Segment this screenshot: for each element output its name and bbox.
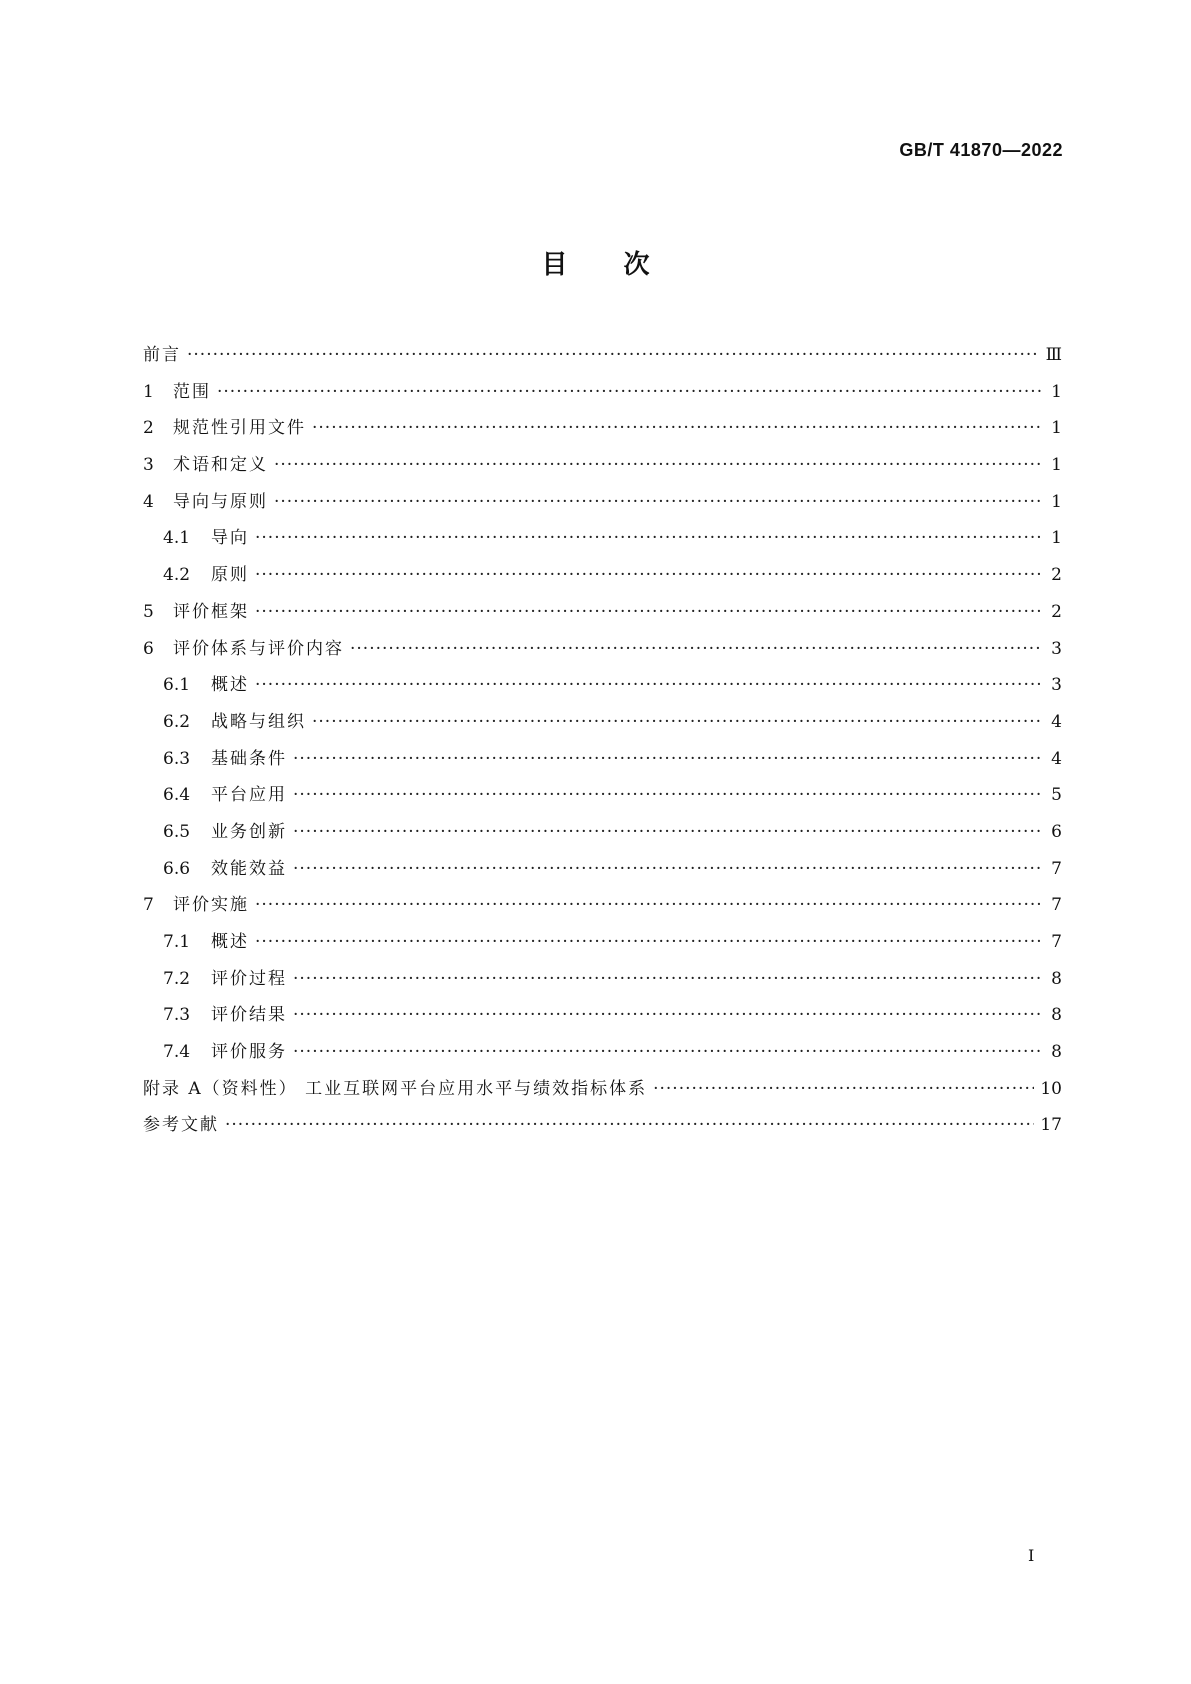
- toc-entry-number: 6.4: [163, 785, 191, 806]
- toc-entry-number: 6.3: [163, 748, 191, 769]
- toc-entry[interactable]: [143, 670, 1062, 707]
- toc-entry-page: 7: [1051, 858, 1062, 879]
- toc-entry-page: 6: [1051, 821, 1062, 842]
- dot-leader: [293, 749, 1042, 769]
- dot-leader: [255, 932, 1042, 952]
- toc-entry[interactable]: [143, 1000, 1062, 1037]
- toc-entry[interactable]: [143, 597, 1062, 634]
- dot-leader: [274, 492, 1042, 512]
- toc-entry-page: 4: [1051, 711, 1062, 732]
- toc-entry-number: 7: [143, 895, 154, 916]
- dot-leader: [293, 822, 1042, 842]
- toc-entry-number: 4: [143, 491, 154, 512]
- toc-entry[interactable]: [143, 964, 1062, 1001]
- toc-entry-label: 原则: [211, 565, 249, 586]
- title-char: 目: [541, 250, 568, 280]
- dot-leader: [255, 528, 1042, 548]
- toc-entry-label: 评价过程: [211, 968, 287, 989]
- toc-entry-page: 8: [1051, 1042, 1062, 1063]
- toc-entry-number: 4.1: [163, 528, 191, 549]
- toc-entry[interactable]: [143, 340, 1062, 377]
- toc-entry-page: 3: [1051, 675, 1062, 696]
- toc-entry-page: 3: [1051, 638, 1062, 659]
- toc-entry-label: 概述: [211, 932, 249, 952]
- dot-leader: [293, 785, 1042, 805]
- toc-entry-page: 1: [1051, 528, 1062, 549]
- toc-entry-label: 平台应用: [211, 785, 287, 806]
- toc-entry-page: 5: [1051, 785, 1062, 806]
- dot-leader: [293, 1042, 1042, 1062]
- dot-leader: [187, 345, 1040, 365]
- toc-entry-page: 10: [1040, 1078, 1062, 1099]
- dot-leader: [312, 418, 1042, 438]
- toc-entry-label: 基础条件: [211, 748, 287, 769]
- toc-entry-page: Ⅲ: [1045, 345, 1062, 365]
- toc-entry-label: 业务创新: [211, 821, 287, 842]
- toc-entry-page: 1: [1051, 491, 1062, 512]
- toc-entry-number: 7.3: [163, 1005, 191, 1026]
- toc-entry-label: 范围: [173, 381, 211, 402]
- dot-leader: [293, 859, 1042, 879]
- toc-entry[interactable]: [143, 634, 1062, 671]
- title-char: 次: [623, 250, 650, 280]
- toc-entry-label: 前言: [143, 345, 181, 365]
- toc-entry[interactable]: [143, 560, 1062, 597]
- toc-entry-number: 4.2: [163, 565, 191, 586]
- toc-entry-label: 导向与原则: [173, 491, 268, 512]
- toc-entry[interactable]: [143, 487, 1062, 524]
- toc-entry-label: 概述: [211, 675, 249, 696]
- dot-leader: [350, 639, 1042, 659]
- toc-entry-number: 6.1: [163, 675, 191, 696]
- toc-entry-label: 参考文献: [143, 1115, 219, 1136]
- dot-leader: [255, 895, 1042, 915]
- toc-entry-label: 战略与组织: [211, 711, 306, 732]
- toc-entry-page: 1: [1051, 455, 1062, 476]
- dot-leader: [312, 712, 1042, 732]
- toc-entry-label: 导向: [211, 528, 249, 549]
- toc-entry-number: 1: [143, 381, 154, 402]
- toc-entry[interactable]: [143, 1074, 1062, 1111]
- toc-entry-label: 术语和定义: [173, 455, 268, 476]
- toc-entry-number: 2: [143, 418, 154, 439]
- toc-entry[interactable]: [143, 707, 1062, 744]
- toc-entry[interactable]: [143, 817, 1062, 854]
- toc-entry-page: 4: [1051, 748, 1062, 769]
- toc-entry-page: 2: [1051, 601, 1062, 622]
- dot-leader: [255, 675, 1042, 695]
- toc-entry[interactable]: [143, 1110, 1062, 1147]
- toc-entry[interactable]: [143, 523, 1062, 560]
- toc-entry-label: 规范性引用文件: [173, 418, 306, 439]
- dot-leader: [293, 1005, 1042, 1025]
- page-title: [0, 244, 1191, 281]
- toc-entry-label: 评价实施: [173, 895, 249, 916]
- toc-entry-number: 7.4: [163, 1042, 191, 1063]
- toc-entry-number: 6.5: [163, 821, 191, 842]
- toc-entry-page: 7: [1051, 895, 1062, 916]
- toc-entry-number: 5: [143, 601, 154, 622]
- toc-entry[interactable]: [143, 744, 1062, 781]
- dot-leader: [217, 382, 1042, 402]
- toc-entry[interactable]: [143, 890, 1062, 927]
- toc-entry-page: 2: [1051, 565, 1062, 586]
- toc-entry-page: 8: [1051, 1005, 1062, 1026]
- toc-entry[interactable]: [143, 450, 1062, 487]
- toc-entry-label: 评价框架: [173, 601, 249, 622]
- toc-entry-number: 7.2: [163, 968, 191, 989]
- table-of-contents: [143, 340, 1062, 1147]
- toc-entry[interactable]: [143, 1037, 1062, 1074]
- toc-entry-label: 评价体系与评价内容: [173, 638, 344, 659]
- toc-entry[interactable]: [143, 927, 1062, 964]
- toc-entry-label: 附录 A（资料性） 工业互联网平台应用水平与绩效指标体系: [143, 1078, 648, 1099]
- toc-entry-page: 1: [1051, 418, 1062, 439]
- toc-entry-page: 1: [1051, 381, 1062, 402]
- toc-entry-number: 6: [143, 638, 154, 659]
- toc-entry-page: 7: [1051, 932, 1062, 952]
- toc-entry-number: 6.2: [163, 711, 191, 732]
- page-number: I: [1028, 1546, 1035, 1565]
- toc-entry-label: 评价服务: [211, 1042, 287, 1063]
- standard-number: GB/T 41870—2022: [899, 140, 1063, 160]
- dot-leader: [255, 602, 1042, 622]
- dot-leader: [293, 969, 1042, 989]
- dot-leader: [225, 1115, 1034, 1135]
- toc-entry[interactable]: [143, 854, 1062, 891]
- toc-entry-number: 3: [143, 455, 154, 476]
- toc-entry[interactable]: [143, 780, 1062, 817]
- toc-entry[interactable]: [143, 377, 1062, 414]
- toc-entry-label: 评价结果: [211, 1005, 287, 1026]
- toc-entry-number: 6.6: [163, 858, 191, 879]
- toc-entry-label: 效能效益: [211, 858, 287, 879]
- toc-entry-page: 17: [1040, 1115, 1062, 1136]
- toc-entry-number: 7.1: [163, 932, 191, 952]
- dot-leader: [274, 455, 1042, 475]
- dot-leader: [653, 1079, 1034, 1099]
- dot-leader: [255, 565, 1042, 585]
- toc-entry[interactable]: [143, 413, 1062, 450]
- toc-entry-page: 8: [1051, 968, 1062, 989]
